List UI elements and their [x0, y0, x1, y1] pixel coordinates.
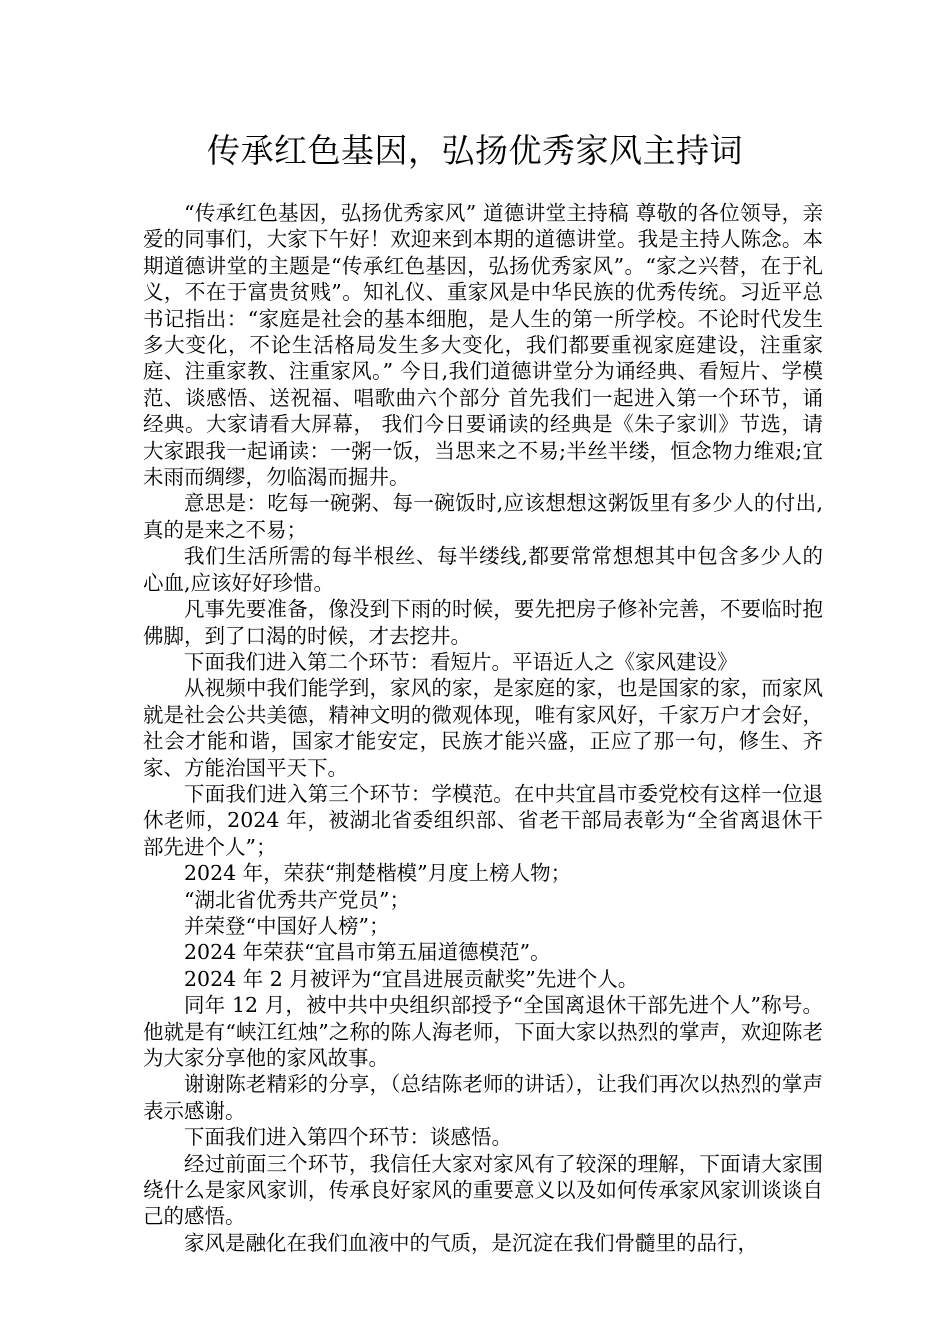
paragraph: 并荣登“中国好人榜”； [184, 913, 390, 938]
paragraph: 经过前面三个环节，我信任大家对家风有了较深的理解，下面请大家围绕什么是家风家训，传承良好家风的重要意义以及如何传承家风家训谈谈自己的感悟。 [143, 1151, 823, 1229]
document-title: 传承红色基因，弘扬优秀家风主持词 [207, 131, 743, 170]
paragraph: 2024 年，荣获“荆楚楷模”月度上榜人物； [184, 861, 572, 886]
document-body [143, 200, 823, 1256]
paragraph: 从视频中我们能学到，家风的家，是家庭的家，也是国家的家，而家风就是社会公共美德，精神文明的微观体现，唯有家风好，千家万户才会好，社会才能和谐，国家才能安定，民族才能兴盛，正应了那一句，修生、齐家、方能治国平天下。 [143, 676, 823, 780]
paragraph: 下面我们进入第二个环节：看短片。平语近人之《家风建设》 [184, 649, 738, 674]
paragraph: 凡事先要准备，像没到下雨的时候，要先把房子修补完善，不要临时抱佛脚，到了口渴的时候，才去挖井。 [143, 597, 823, 648]
paragraph: 我们生活所需的每半根丝、每半缕线,都要常常想想其中包含多少人的心血,应该好好珍惜。 [143, 544, 823, 595]
paragraph: 2024 年 2 月被评为“宜昌进展贡献奖”先进个人。 [184, 966, 639, 991]
paragraph: 谢谢陈老精彩的分享，（总结陈老师的讲话），让我们再次以热烈的掌声表示感谢。 [143, 1072, 823, 1123]
paragraph: 意思是：吃每一碗粥、每一碗饭时,应该想想这粥饭里有多少人的付出,真的是来之不易； [143, 491, 823, 542]
paragraph: 同年 12 月，被中共中央组织部授予“全国离退休干部先进个人”称号。他就是有“峡江红烛”之称的陈人海老师，下面大家以热烈的掌声，欢迎陈老为大家分享他的家风故事。 [143, 993, 823, 1070]
paragraph: “传承红色基因，弘扬优秀家风” 道德讲堂主持稿 尊敬的各位领导，亲爱的同事们，大家下午好！欢迎来到本期的道德讲堂。我是主持人陈念。本期道德讲堂的主题是“传承红色基因，弘扬优秀家风”。“家之兴替，在于礼义，不在于富贵贫贱”。知礼仪、重家风是中华民族的优秀传统。习近平总书记指出：“家庭是社会的基本细胞，是人生的第一所学校。不论时代发生多大变化，不论生活格局发生多大变化，我们都要重视家庭建设，注重家庭、注重家教、注重家风。” 今日,我们道德讲堂分为诵经典、看短片、学模范、谈感悟、送祝福、唱歌曲六个部分 首先我们一起进入第一个环节，诵经典。大家请看大屏幕， 我们今日要诵读的经典是《朱子家训》节选，请大家跟我一起诵读：一粥一饭，当思来之不易;半丝半缕，恒念物力维艰;宜未雨而绸缪，勿临渴而掘井。 [143, 201, 823, 490]
paragraph: 家风是融化在我们血液中的气质，是沉淀在我们骨髓里的品行， [184, 1230, 758, 1255]
paragraph: 下面我们进入第四个环节：谈感悟。 [184, 1125, 512, 1150]
paragraph: 下面我们进入第三个环节：学模范。在中共宜昌市委党校有这样一位退休老师，2024 年，被湖北省委组织部、省老干部局表彰为“全省离退休干部先进个人”； [143, 781, 823, 859]
paragraph: 2024 年荣获“宜昌市第五届道德模范”。 [184, 940, 551, 965]
paragraph: “湖北省优秀共产党员”； [184, 887, 410, 912]
